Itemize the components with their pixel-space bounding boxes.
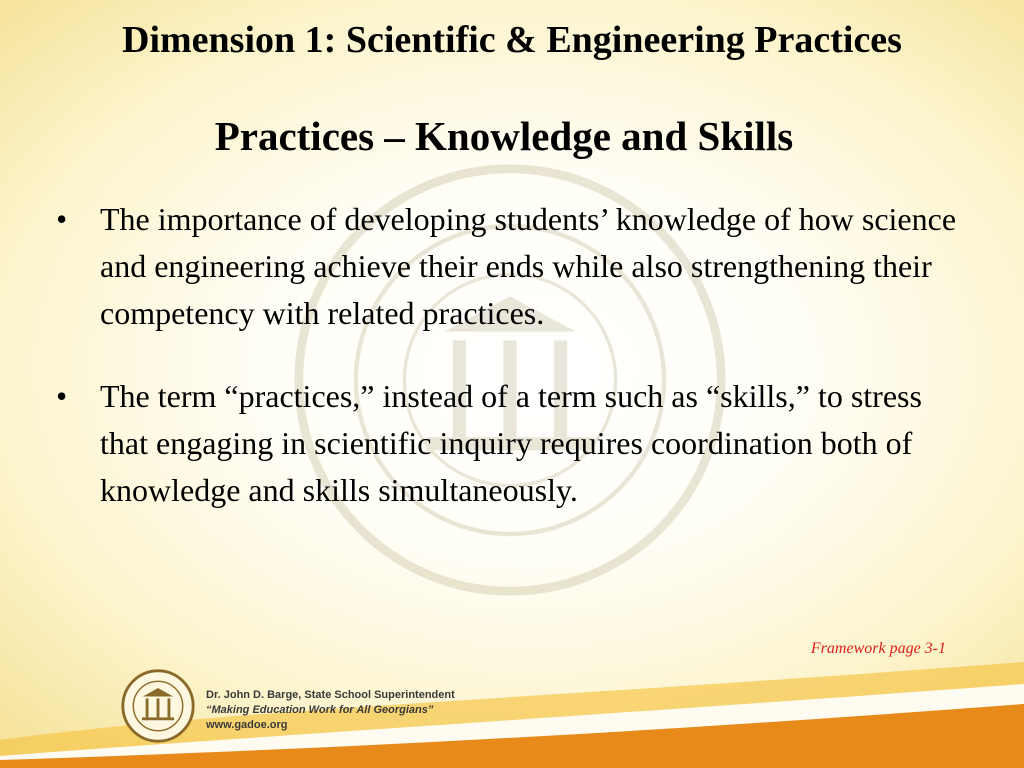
- slide-subtitle: Practices – Knowledge and Skills: [214, 113, 794, 159]
- bullet-icon: •: [56, 378, 68, 414]
- motto-line: “Making Education Work for All Georgians”: [206, 704, 434, 716]
- slide-title: Dimension 1: Scientific & Engineering Practices: [122, 19, 902, 61]
- bullet-text: The term “practices,” instead of a term such as “skills,” to stress that engaging in scientific inquiry requires coordination both of knowledge and skills simultaneously.: [100, 378, 922, 508]
- department-seal-logo: [120, 668, 196, 744]
- bullet-item: [56, 196, 976, 337]
- footer-info: [206, 688, 455, 733]
- bullet-text: The importance of developing students’ knowledge of how science and engineering achieve their ends while also strengthening their competency with related practices.: [100, 201, 957, 331]
- superintendent-line: Dr. John D. Barge, State School Superintendent: [206, 689, 455, 701]
- framework-citation: Framework page 3-1: [810, 640, 946, 657]
- bullet-icon: •: [56, 201, 68, 237]
- website-link[interactable]: www.gadoe.org: [206, 719, 288, 731]
- bullet-item: [56, 373, 976, 514]
- bullet-list: [56, 196, 976, 550]
